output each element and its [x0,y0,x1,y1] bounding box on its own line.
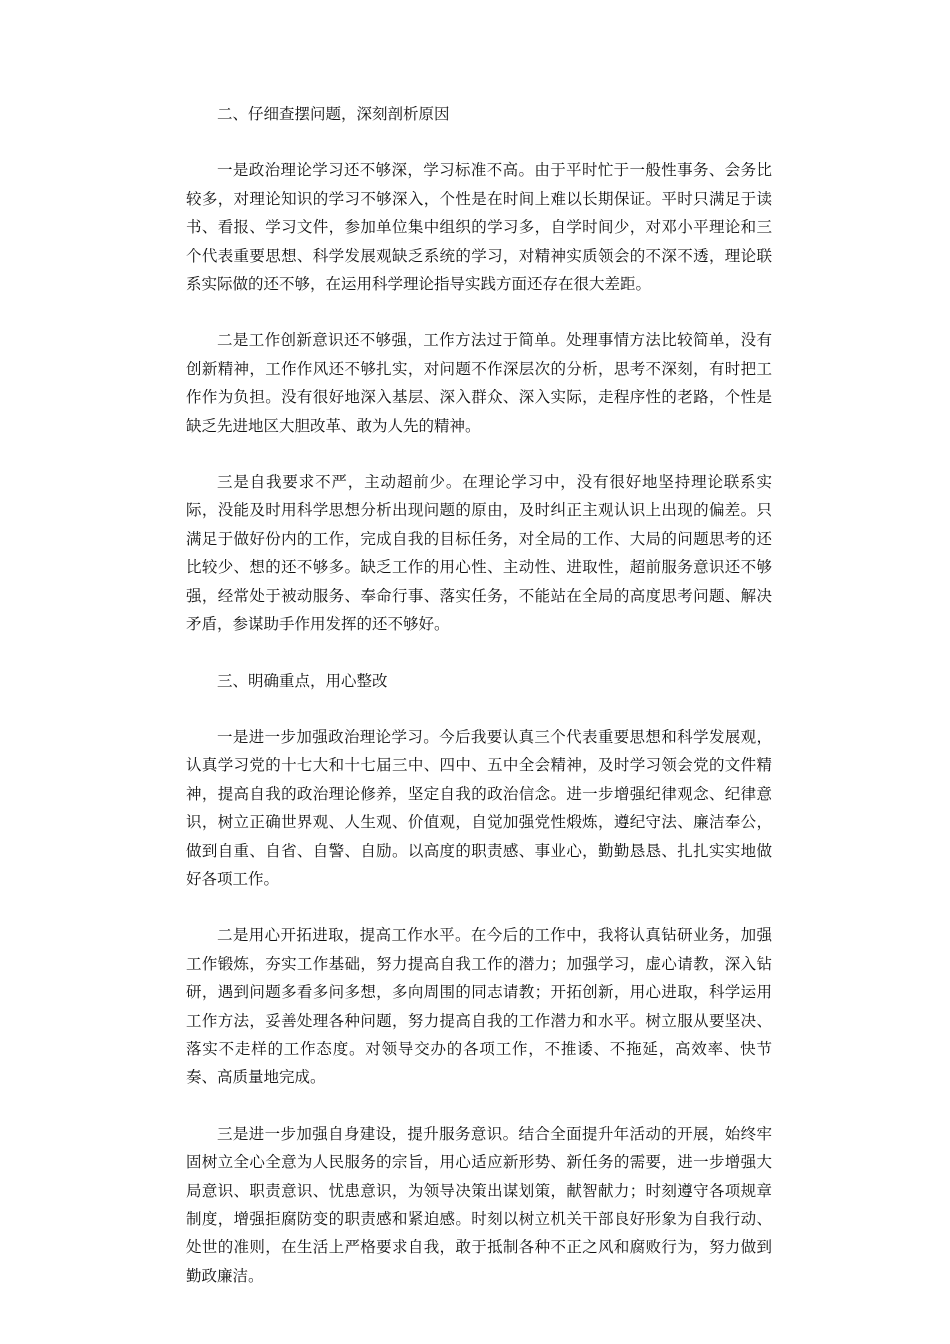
section-heading-rectification: 三、明确重点，用心整改 [217,671,388,690]
paragraph-self-building: 三是进一步加强自身建设，提升服务意识。结合全面提升年活动的开展，始终牢固树立全心全意为人民服务的宗旨，用心适应新形势、新任务的需要，进一步增强大局意识、职责意识、忧患意识，为领导决策出谋划策，献智献力；时刻遵守各项规章制度，增强拒腐防变的职责感和紧迫感。时刻以树立机关干部良好形象为自我行动、处世的准则，在生活上严格要求自我，敢于抵制各种不正之风和腐败行为，努力做到勤政廉洁。 [186,1124,772,1285]
document-body [186,100,772,1318]
paragraph-political-study: 一是进一步加强政治理论学习。今后我要认真三个代表重要思想和科学发展观，认真学习党的十七大和十七届三中、四中、五中全会精神，及时学习领会党的文件精神，提高自我的政治理论修养，坚定自我的政治信念。进一步增强纪律观念、纪律意识，树立正确世界观、人生观、价值观，自觉加强党性煅炼，遵纪守法、廉洁奉公，做到自重、自省、自警、自励。以高度的职责感、事业心，勤勤恳恳、扎扎实实地做好各项工作。 [186,727,772,888]
paragraph-theory-study: 一是政治理论学习还不够深，学习标准不高。由于平时忙于一般性事务、会务比较多，对理论知识的学习不够深入，个性是在时间上难以长期保证。平时只满足于读书、看报、学习文件，参加单位集中组织的学习多，自学时间少，对邓小平理论和三个代表重要思想、科学发展观缺乏系统的学习，对精神实质领会的不深不透，理论联系实际做的还不够，在运用科学理论指导实践方面还存在很大差距。 [186,161,772,294]
paragraph-self-discipline: 三是自我要求不严，主动超前少。在理论学习中，没有很好地坚持理论联系实际，没能及时用科学思想分析出现问题的原由，及时纠正主观认识上出现的偏差。只满足于做好份内的工作，完成自我的目标任务，对全局的工作、大局的问题思考的还比较少、想的还不够多。缺乏工作的用心性、主动性、进取性，超前服务意识还不够强，经常处于被动服务、奉命行事、落实任务，不能站在全局的高度思考问题、解决矛盾，参谋助手作用发挥的还不够好。 [186,473,772,634]
paragraph-innovation: 二是工作创新意识还不够强，工作方法过于简单。处理事情方法比较简单，没有创新精神，工作作风还不够扎实，对问题不作深层次的分析，思考不深刻，有时把工作作为负担。没有很好地深入基层、深入群众、深入实际，走程序性的老路，个性是缺乏先进地区大胆改革、敢为人先的精神。 [186,331,772,435]
section-heading-problems: 二、仔细查摆问题，深刻剖析原因 [217,105,450,123]
paragraph-work-level: 二是用心开拓进取，提高工作水平。在今后的工作中，我将认真钻研业务，加强工作锻炼，夯实工作基础，努力提高自我工作的潜力；加强学习，虚心请教，深入钻研，遇到问题多看多问多想，多向周围的同志请教；开拓创新，用心进取，科学运用工作方法，妥善处理各种问题，努力提高自我的工作潜力和水平。树立服从要坚决、落实不走样的工作态度。对领导交办的各项工作，不推诿、不拖延，高效率、快节奏、高质量地完成。 [186,926,772,1087]
